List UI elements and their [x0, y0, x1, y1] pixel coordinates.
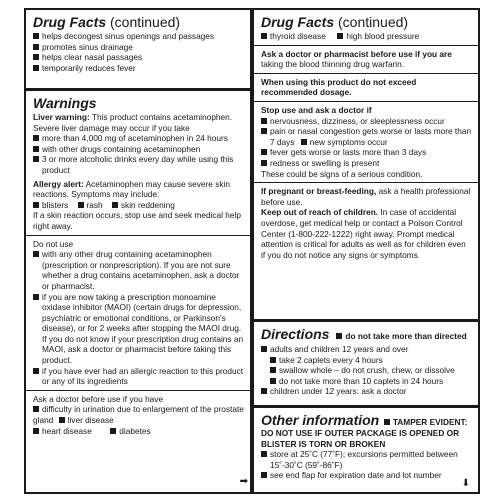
- warnings-title: Warnings: [33, 95, 97, 111]
- use-item: promotes sinus drainage: [33, 42, 244, 53]
- allergy-after: If a skin reaction occurs, stop use and seek medical help right away.: [33, 210, 241, 231]
- stop-use-title: Stop use and ask a doctor if: [261, 104, 372, 115]
- uses-section: [26, 10, 250, 88]
- drug-facts-header: Drug Facts (continued): [261, 14, 409, 30]
- arrow-right-icon: ➡: [239, 476, 248, 487]
- liver-item: more than 4,000 mg of acetaminophen in 24 hours: [33, 133, 244, 144]
- conditions-list: thyroid disease high blood pressure: [261, 31, 472, 42]
- drug-facts-panel: [24, 8, 480, 494]
- pregnancy-warning: If pregnant or breast-feeding, ask a health professional before use.: [261, 186, 471, 207]
- liver-item: with other drugs containing acetaminophen: [33, 144, 244, 155]
- use-item: helps decongest sinus openings and passages: [33, 31, 244, 42]
- stop-item: fever gets worse or lasts more than 3 days: [261, 147, 472, 158]
- direction-item: take 2 caplets every 4 hours: [270, 355, 472, 366]
- liver-item: 3 or more alcoholic drinks every day while using this product: [33, 154, 244, 175]
- stop-item: redness or swelling is present: [261, 158, 472, 169]
- other-item: store at 25˚C (77˚F); excursions permitted between 15˚-30˚C (59˚-86˚F): [261, 449, 472, 470]
- other-info-header: Other information TAMPER EVIDENT: DO NOT USE IF OUTER PACKAGE IS OPENED OR BLISTER IS TORN OR BROKEN: [261, 412, 468, 449]
- children-warning: Keep out of reach of children. In case of accidental overdose, get medical help or contact a Poison Control Center (1-800-222-1222) right away. Prompt medical attention is critical for adults as well as for children even if you do not notice any signs or symptoms.: [261, 207, 466, 260]
- use-item: helps clear nasal passages: [33, 52, 244, 63]
- right-column: [254, 10, 478, 492]
- do-not-use-item: if you are now taking a prescription monoamine oxidase inhibitor (MAOI) (certain drugs for depression, psychiatric or emotional conditions, or Parkinson's disease), or for 2 weeks after stopping the MAOI drug. If you do not know if your prescription drug contains an MAOI, ask a doctor or pharmacist before taking this product.: [33, 292, 244, 366]
- stop-item: pain or nasal congestion gets worse or lasts more than 7 days new symptoms occur: [261, 126, 472, 147]
- allergy-symptoms: blisters rash skin reddening: [33, 200, 244, 211]
- warnings-section: [26, 91, 250, 492]
- directions-header: Directions do not take more than directed: [261, 326, 467, 342]
- left-column: [26, 10, 250, 492]
- ask-pharmacist-text: taking the blood thinning drug warfarin.: [261, 59, 404, 70]
- direction-item: do not take more than 10 caplets in 24 hours: [270, 376, 472, 387]
- do-not-use-title: Do not use: [33, 238, 74, 249]
- liver-warning: Liver warning: This product contains acetaminophen. Severe liver damage may occur if you take: [33, 112, 233, 133]
- ask-doctor-list-2: heart disease diabetes: [33, 426, 244, 437]
- arrow-down-icon: ⬇: [461, 478, 470, 489]
- direction-item: children under 12 years: ask a doctor: [261, 386, 472, 397]
- direction-item: adults and children 12 years and over: [261, 344, 472, 355]
- directions-section: [254, 322, 478, 405]
- ask-pharmacist-title: Ask a doctor or pharmacist before use if you are: [261, 48, 452, 59]
- stop-note: These could be signs of a serious condition.: [261, 168, 423, 179]
- stop-item: nervousness, dizziness, or sleeplessness occur: [261, 116, 472, 127]
- other-item: see end flap for expiration date and lot number: [261, 470, 472, 481]
- dosage-warning: When using this product do not exceed recommended dosage.: [261, 76, 417, 98]
- allergy-alert: Allergy alert: Acetaminophen may cause severe skin reactions. Symptoms may include:: [33, 178, 230, 200]
- drug-facts-header: Drug Facts (continued): [33, 14, 181, 30]
- do-not-use-item: with any other drug containing acetaminophen (prescription or nonprescription). If you are not sure whether a drug contains acetaminophen, ask a doctor or pharmacist.: [33, 249, 244, 291]
- warnings-continued: [254, 10, 478, 319]
- use-item: temporarily reduces fever: [33, 63, 244, 74]
- direction-item: swallow whole – do not crush, chew, or dissolve: [270, 365, 472, 376]
- ask-doctor-title: Ask a doctor before use if you have: [33, 393, 164, 404]
- do-not-use-item: if you have ever had an allergic reaction to this product or any of its ingredients: [33, 366, 244, 387]
- other-information-section: [254, 408, 478, 492]
- ask-doctor-list: difficulty in urination due to enlargement of the prostate gland liver disease: [33, 404, 244, 426]
